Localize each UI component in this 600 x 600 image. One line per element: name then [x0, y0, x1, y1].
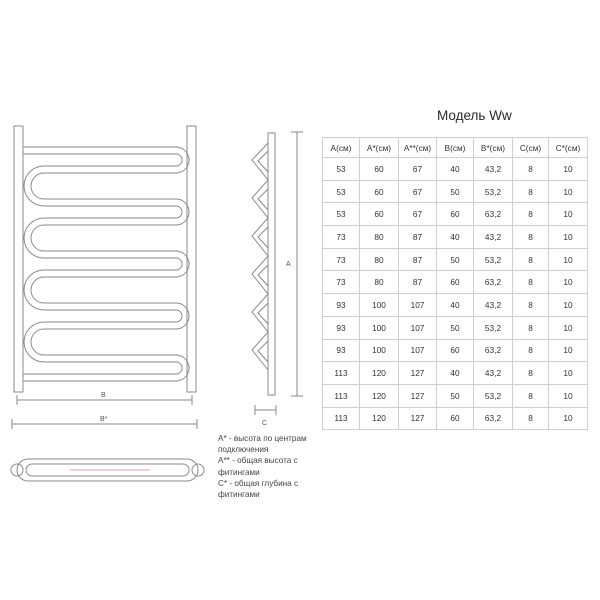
table-cell: 8 — [513, 294, 549, 317]
model-title: Модель Ww — [437, 108, 512, 123]
table-cell: 50 — [437, 316, 474, 339]
table-cell: 8 — [513, 407, 549, 430]
table-row — [323, 158, 588, 181]
table-cell: 40 — [437, 294, 474, 317]
table-row — [323, 180, 588, 203]
table-row — [323, 226, 588, 249]
dimension-b-star-label: B* — [100, 416, 108, 423]
table-row — [323, 316, 588, 339]
table-cell: 127 — [399, 407, 437, 430]
table-cell: 113 — [323, 384, 360, 407]
table-cell: 10 — [549, 203, 588, 226]
table-cell: 73 — [323, 248, 360, 271]
table-cell: 10 — [549, 158, 588, 181]
table-header-cell: C*(см) — [549, 138, 588, 158]
table-cell: 53 — [323, 180, 360, 203]
table-cell: 10 — [549, 180, 588, 203]
table-cell: 43,2 — [474, 362, 513, 385]
table-row — [323, 362, 588, 385]
table-row — [323, 294, 588, 317]
table-cell: 10 — [549, 248, 588, 271]
table-cell: 60 — [360, 180, 399, 203]
table-header-cell: A*(см) — [360, 138, 399, 158]
table-cell: 10 — [549, 271, 588, 294]
table-header-row — [323, 138, 588, 158]
table-cell: 107 — [399, 294, 437, 317]
table-cell: 113 — [323, 407, 360, 430]
table-cell: 10 — [549, 316, 588, 339]
table-cell: 50 — [437, 180, 474, 203]
table-cell: 43,2 — [474, 158, 513, 181]
table-cell: 63,2 — [474, 339, 513, 362]
table-cell: 60 — [437, 271, 474, 294]
table-cell: 43,2 — [474, 226, 513, 249]
table-cell: 10 — [549, 226, 588, 249]
table-cell: 40 — [437, 158, 474, 181]
table-cell: 93 — [323, 294, 360, 317]
table-cell: 100 — [360, 339, 399, 362]
table-cell: 10 — [549, 294, 588, 317]
table-cell: 53,2 — [474, 316, 513, 339]
table-cell: 43,2 — [474, 294, 513, 317]
table-cell: 53,2 — [474, 180, 513, 203]
table-header-cell: B*(см) — [474, 138, 513, 158]
table-row — [323, 203, 588, 226]
legend-line: фитингами — [218, 467, 260, 477]
table-cell: 107 — [399, 339, 437, 362]
table-row — [323, 271, 588, 294]
table-header-cell: A(см) — [323, 138, 360, 158]
legend-line: A* - высота по центрам — [218, 434, 307, 443]
table-cell: 63,2 — [474, 407, 513, 430]
serpentine-pipe-inner — [23, 154, 182, 374]
side-zigzag — [252, 143, 268, 370]
table-cell: 80 — [360, 226, 399, 249]
dimension-b-label: B — [101, 392, 106, 399]
left-post — [14, 126, 23, 392]
table-cell: 60 — [360, 203, 399, 226]
table-cell: 120 — [360, 362, 399, 385]
table-cell: 8 — [513, 362, 549, 385]
table-cell: 60 — [437, 407, 474, 430]
table-cell: 10 — [549, 407, 588, 430]
side-post — [268, 133, 275, 395]
table-cell: 80 — [360, 271, 399, 294]
table-cell: 87 — [399, 226, 437, 249]
table-cell: 63,2 — [474, 271, 513, 294]
table-cell: 67 — [399, 158, 437, 181]
table-cell: 10 — [549, 339, 588, 362]
table-cell: 8 — [513, 248, 549, 271]
table-cell: 60 — [437, 339, 474, 362]
table-cell: 8 — [513, 384, 549, 407]
table-cell: 60 — [437, 203, 474, 226]
legend-line: A** - общая высота с — [218, 456, 298, 466]
table-cell: 8 — [513, 316, 549, 339]
table-cell: 8 — [513, 226, 549, 249]
table-cell: 63,2 — [474, 203, 513, 226]
table-cell: 8 — [513, 271, 549, 294]
table-header-cell: A**(см) — [399, 138, 437, 158]
table-cell: 40 — [437, 226, 474, 249]
legend-line: подключения — [218, 445, 269, 455]
table-row — [323, 248, 588, 271]
legend-line: фитингами — [218, 490, 260, 500]
table-cell: 67 — [399, 203, 437, 226]
table-cell: 100 — [360, 316, 399, 339]
table-cell: 93 — [323, 316, 360, 339]
table-header-cell: B(см) — [437, 138, 474, 158]
table-cell: 80 — [360, 248, 399, 271]
table-cell: 93 — [323, 339, 360, 362]
table-cell: 50 — [437, 384, 474, 407]
table-cell: 127 — [399, 384, 437, 407]
table-cell: 8 — [513, 180, 549, 203]
table-cell: 53 — [323, 203, 360, 226]
table-cell: 53,2 — [474, 384, 513, 407]
table-header-cell: C(см) — [513, 138, 549, 158]
table-cell: 8 — [513, 158, 549, 181]
dimension-c-label: C — [262, 420, 268, 427]
table-cell: 87 — [399, 248, 437, 271]
table-cell: 53 — [323, 158, 360, 181]
legend-line: C* - общая глубина с — [218, 478, 299, 488]
specs-table — [322, 137, 588, 430]
table-cell: 10 — [549, 362, 588, 385]
table-cell: 73 — [323, 226, 360, 249]
table-cell: 10 — [549, 384, 588, 407]
table-cell: 50 — [437, 248, 474, 271]
table-cell: 53,2 — [474, 248, 513, 271]
table-cell: 107 — [399, 316, 437, 339]
serpentine-pipe-outer — [23, 147, 189, 381]
table-cell: 73 — [323, 271, 360, 294]
table-row — [323, 407, 588, 430]
table-cell: 113 — [323, 362, 360, 385]
table-cell: 120 — [360, 384, 399, 407]
legend — [218, 433, 307, 500]
table-cell: 87 — [399, 271, 437, 294]
table-cell: 40 — [437, 362, 474, 385]
table-cell: 8 — [513, 203, 549, 226]
table-row — [323, 384, 588, 407]
table-cell: 8 — [513, 339, 549, 362]
table-cell: 127 — [399, 362, 437, 385]
table-cell: 60 — [360, 158, 399, 181]
table-cell: 100 — [360, 294, 399, 317]
table-cell: 120 — [360, 407, 399, 430]
dimension-a-label: A — [286, 261, 291, 268]
table-cell: 67 — [399, 180, 437, 203]
table-row — [323, 339, 588, 362]
